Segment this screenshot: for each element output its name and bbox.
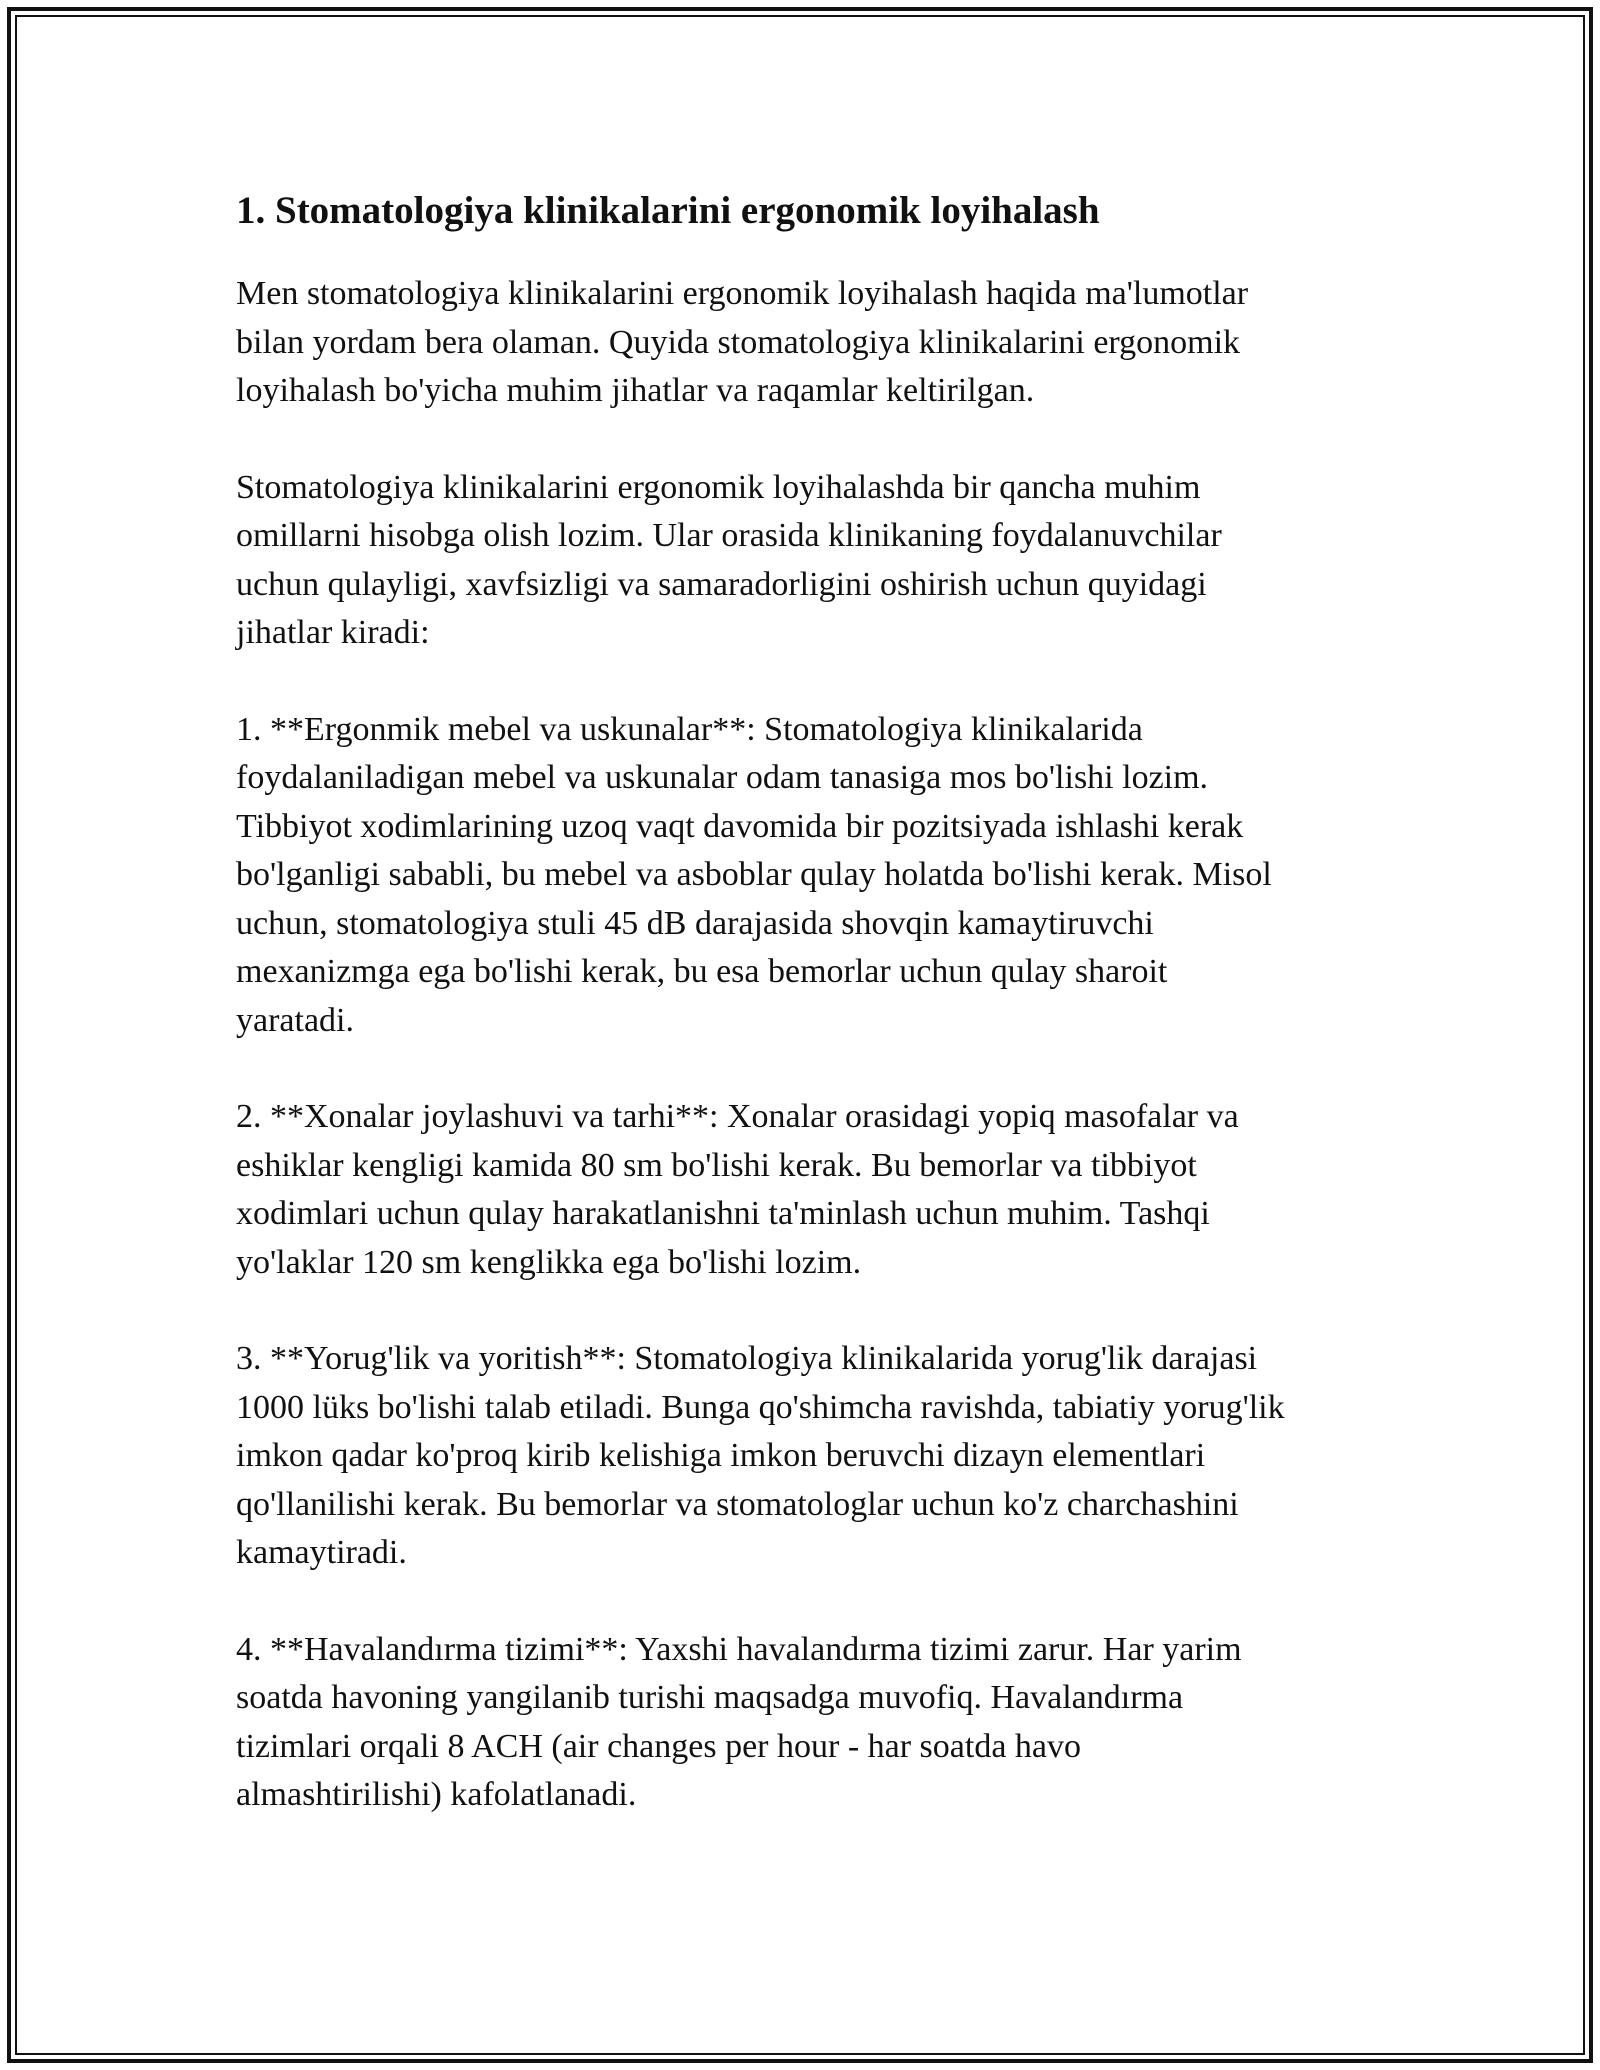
document-body	[236, 186, 1376, 1868]
list-item-ventilation: 4. **Havalandırma tizimi**: Yaxshi havalandırma tizimi zarur. Har yarim soatda havoning yangilanib turishi maqsadga muvofiq. Havalandırma tizimlari orqali 8 ACH (air changes per hour - har soatda havo almashtirilishi) kafolatlanadi.	[236, 1630, 1242, 1813]
document-title: 1. Stomatologiya klinikalarini ergonomik loyihalash	[236, 189, 1100, 232]
list-item-lighting: 3. **Yorug'lik va yoritish**: Stomatologiya klinikalarida yorug'lik darajasi 1000 lüks bo'lishi talab etiladi. Bunga qo'shimcha ravishda, tabiatiy yorug'lik imkon qadar ko'proq kirib kelishiga imkon beruvchi dizayn elementlari qo'llanilishi kerak. Bu bemorlar va stomatologlar uchun ko'z charchashini kamaytiradi.	[236, 1340, 1285, 1571]
list-item-ergonomic-furniture: 1. **Ergonmik mebel va uskunalar**: Stomatologiya klinikalarida foydalaniladigan mebel va uskunalar odam tanasiga mos bo'lishi lozim. Tibbiyot xodimlarining uzoq vaqt davomida bir pozitsiyada ishlashi kerak bo'lganligi sababli, bu mebel va asboblar qulay holatda bo'lishi kerak. Misol uchun, stomatologiya stuli 45 dB darajasida shovqin kamaytiruvchi mexanizmga ega bo'lishi kerak, bu esa bemorlar uchun qulay sharoit yaratadi.	[236, 710, 1272, 1039]
factors-paragraph: Stomatologiya klinikalarini ergonomik loyihalashda bir qancha muhim omillarni hisobga olish lozim. Ular orasida klinikaning foydalanuvchilar uchun qulayligi, xavfsizligi va samaradorligini oshirish uchun quyidagi jihatlar kiradi:	[236, 468, 1222, 651]
intro-paragraph: Men stomatologiya klinikalarini ergonomik loyihalash haqida ma'lumotlar bilan yordam bera olaman. Quyida stomatologiya klinikalarini ergonomik loyihalash bo'yicha muhim jihatlar va raqamlar keltirilgan.	[236, 275, 1249, 409]
list-item-room-layout: 2. **Xonalar joylashuvi va tarhi**: Xonalar orasidagi yopiq masofalar va eshiklar kengligi kamida 80 sm bo'lishi kerak. Bu bemorlar va tibbiyot xodimlari uchun qulay harakatlanishni ta'minlash uchun muhim. Tashqi yo'laklar 120 sm kenglikka ega bo'lishi lozim.	[236, 1098, 1239, 1281]
